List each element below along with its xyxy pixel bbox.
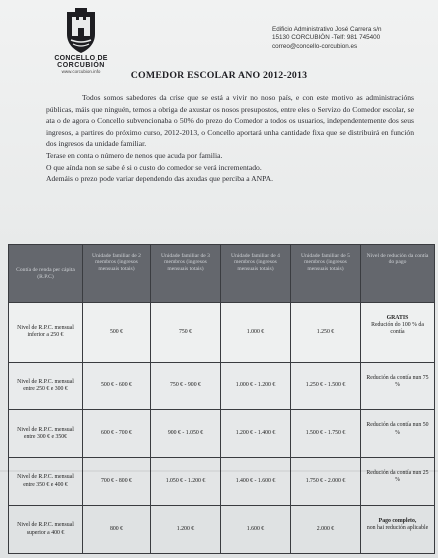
table-header-row	[9, 245, 435, 303]
family-2-cell: 800 €	[83, 506, 151, 554]
family-2-cell: 600 € - 700 €	[83, 410, 151, 458]
note-line: Terase en conta o número de nenos que acuda por familia.	[46, 150, 223, 160]
family-4-cell: 1.200 € - 1.400 €	[221, 410, 291, 458]
body-text	[46, 92, 414, 185]
family-5-cell: 1.500 € - 1.750 €	[291, 410, 361, 458]
fee-table-wrap	[8, 244, 434, 554]
logo-url: www.corcubion.info	[61, 69, 101, 74]
family-3-cell: 750 €	[151, 303, 221, 363]
reduction-cell	[361, 410, 435, 458]
income-level-cell: Nivel de R.P.C. mensual entre 300 € e 350€	[9, 410, 83, 458]
reduction-cell	[361, 303, 435, 363]
reduction-cell	[361, 458, 435, 506]
income-level-cell: Nivel de R.P.C. mensual superior a 400 €	[9, 506, 83, 554]
table-row	[9, 362, 435, 410]
address-line: 15130 CORCUBIÓN -Telf: 981 745400	[272, 34, 381, 42]
table-row	[9, 506, 435, 554]
crest-icon	[63, 8, 99, 54]
reduction-text: non hai redución aplicable	[366, 525, 429, 532]
family-2-cell: 500 € - 600 €	[83, 362, 151, 410]
reduction-cell	[361, 506, 435, 554]
logo-town: CORCUBIÓN	[57, 62, 105, 69]
paper-fold	[0, 470, 438, 472]
logo-name: CONCELLO DE	[54, 55, 108, 62]
column-header: Contía de renda per cápita (R.P.C)	[9, 245, 83, 303]
document-title: COMEDOR ESCOLAR ANO 2012-2013	[130, 70, 308, 81]
family-4-cell: 1.600 €	[221, 506, 291, 554]
income-level-cell: Nivel de R.P.C. mensual entre 350 € e 400 €	[9, 458, 83, 506]
address-line: correo@concello-corcubion.es	[272, 42, 358, 50]
income-level-cell: Nivel de R.P.C. mensual inferior a 250 €	[9, 303, 83, 363]
address-block	[272, 26, 422, 51]
family-4-cell: 1.000 € - 1.200 €	[221, 362, 291, 410]
reduction-strong: Pago completo,	[378, 518, 417, 525]
intro-paragraph: Todos somos sabedores da crise que se está a vivir no noso país, e con este motivo as administracións públicas, máis que ninguén, temos a obriga de axustar os nosos presupostos, entre eles o Servizo do Comedor escolar, se ata o de agora o Concello subvencionaba o 50% do prezo do Comedor a todos os usuarios, independentemente dos seus ingresos, a partires do próximo curso, 2012-2013, o Concello aportará unha cantidade fixa que se distribuirá en función dos ingresos da unidade familiar.	[46, 93, 414, 149]
family-5-cell: 1.750 € - 2.000 €	[291, 458, 361, 506]
family-5-cell: 2.000 €	[291, 506, 361, 554]
reduction-text: Redución da contía nun 75 %	[366, 374, 429, 388]
column-header: Unidade familiar de 5 membros (ingresos mensuais totais)	[291, 245, 361, 303]
family-3-cell: 750 € - 900 €	[151, 362, 221, 410]
family-5-cell: 1.250 € - 1.500 €	[291, 362, 361, 410]
family-3-cell: 900 € - 1.050 €	[151, 410, 221, 458]
address-line: Edificio Administrativo José Carrera s/n	[272, 26, 382, 33]
table-row	[9, 410, 435, 458]
column-header: Unidade familiar de 3 membros (ingresos mensuais totais)	[151, 245, 221, 303]
family-4-cell: 1.400 € - 1.600 €	[221, 458, 291, 506]
income-level-cell: Nivel de R.P.C. mensual entre 250 € e 300 €	[9, 362, 83, 410]
reduction-cell	[361, 362, 435, 410]
reduction-strong: GRATIS	[386, 315, 409, 321]
column-header: Unidade familiar de 4 membros (ingresos mensuais totais)	[221, 245, 291, 303]
family-4-cell: 1.000 €	[221, 303, 291, 363]
family-2-cell: 500 €	[83, 303, 151, 363]
reduction-text: Redución da contía nun 50 %	[366, 422, 429, 436]
family-2-cell: 700 € - 800 €	[83, 458, 151, 506]
note-line: Ademáis o prezo pode variar dependendo das axudas que perciba a ANPA.	[46, 174, 274, 184]
reduction-text: Redución da contía nun 25 %	[366, 470, 429, 484]
fee-table	[8, 244, 435, 554]
family-3-cell: 1.050 € - 1.200 €	[151, 458, 221, 506]
table-row	[9, 303, 435, 363]
column-header: Unidade familiar de 2 membros (ingresos mensuais totais)	[83, 245, 151, 303]
table-row	[9, 458, 435, 506]
family-3-cell: 1.200 €	[151, 506, 221, 554]
reduction-text: Redución do 100 % da contía	[371, 322, 424, 336]
column-header: Nivel de redución da contía do pago	[361, 245, 435, 303]
note-line: O que aínda non se sabe é si o custo do comedor se verá incrementado.	[46, 162, 262, 172]
family-5-cell: 1.250 €	[291, 303, 361, 363]
